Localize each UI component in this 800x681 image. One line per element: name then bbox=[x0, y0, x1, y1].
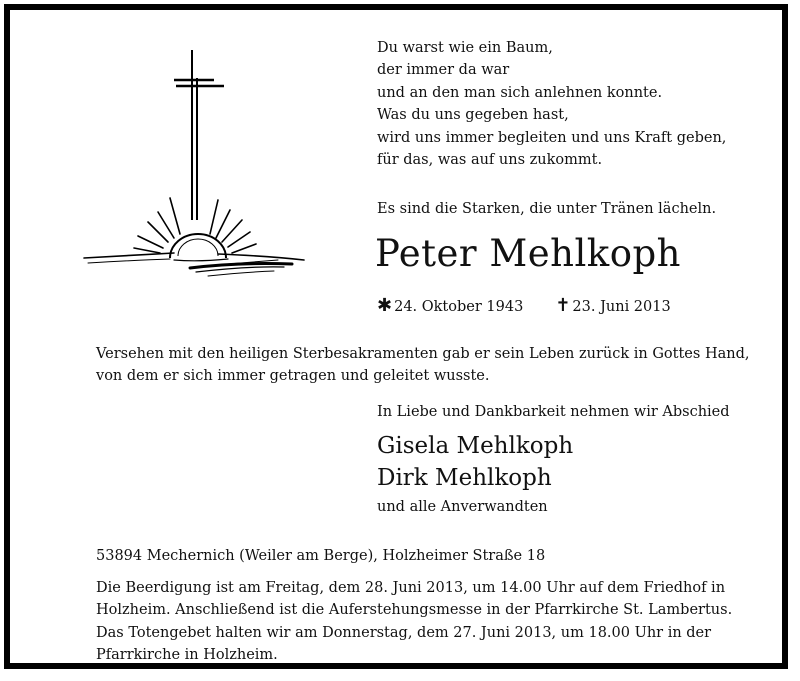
poem-line: für das, was auf uns zukommt. bbox=[377, 152, 603, 169]
sacrament-line: von dem er sich immer getragen und geleitet wusste. bbox=[96, 368, 490, 385]
mourner-name: Gisela Mehlkoph bbox=[377, 433, 574, 459]
poem-line: Was du uns gegeben hast, bbox=[377, 107, 569, 124]
mourner-name: Dirk Mehlkoph bbox=[377, 465, 552, 491]
funeral-line: Holzheim. Anschließend ist die Auferstehungsmesse in der Pfarrkirche St. Lambertus. bbox=[96, 602, 733, 619]
sacrament-text bbox=[96, 343, 749, 388]
obituary-card bbox=[4, 4, 788, 669]
relatives-text: und alle Anverwandten bbox=[377, 499, 548, 515]
birth-star-icon: ✱ bbox=[377, 295, 393, 316]
funeral-line: Das Totengebet halten wir am Donnerstag, dem 27. Juni 2013, um 18.00 Uhr in der bbox=[96, 624, 712, 641]
death-date: 23. Juni 2013 bbox=[572, 299, 671, 315]
life-dates bbox=[377, 295, 671, 316]
funeral-line: Die Beerdigung ist am Freitag, dem 28. Juni 2013, um 14.00 Uhr auf dem Friedhof in bbox=[96, 580, 726, 596]
poem-line: wird uns immer begleiten und uns Kraft geben, bbox=[377, 129, 727, 146]
funeral-line: Pfarrkirche in Holzheim. bbox=[96, 647, 278, 664]
cross-sunrise-icon bbox=[78, 50, 314, 282]
sacrament-line: Versehen mit den heiligen Sterbesakramenten gab er sein Leben zurück in Gottes Hand, bbox=[96, 346, 750, 362]
poem-line: Du warst wie ein Baum, bbox=[377, 40, 553, 56]
farewell-text: In Liebe und Dankbarkeit nehmen wir Abschied bbox=[377, 404, 730, 420]
death-cross-icon: ✝ bbox=[555, 295, 571, 316]
poem-line: der immer da war bbox=[377, 62, 510, 79]
poem-line: und an den man sich anlehnen konnte. bbox=[377, 84, 663, 101]
birth-date: 24. Oktober 1943 bbox=[394, 299, 524, 315]
funeral-details bbox=[96, 577, 732, 667]
poem bbox=[377, 37, 726, 171]
address: 53894 Mechernich (Weiler am Berge), Holzheimer Straße 18 bbox=[96, 548, 546, 564]
quote: Es sind die Starken, die unter Tränen lächeln. bbox=[377, 201, 717, 217]
deceased-name: Peter Mehlkoph bbox=[375, 232, 681, 275]
